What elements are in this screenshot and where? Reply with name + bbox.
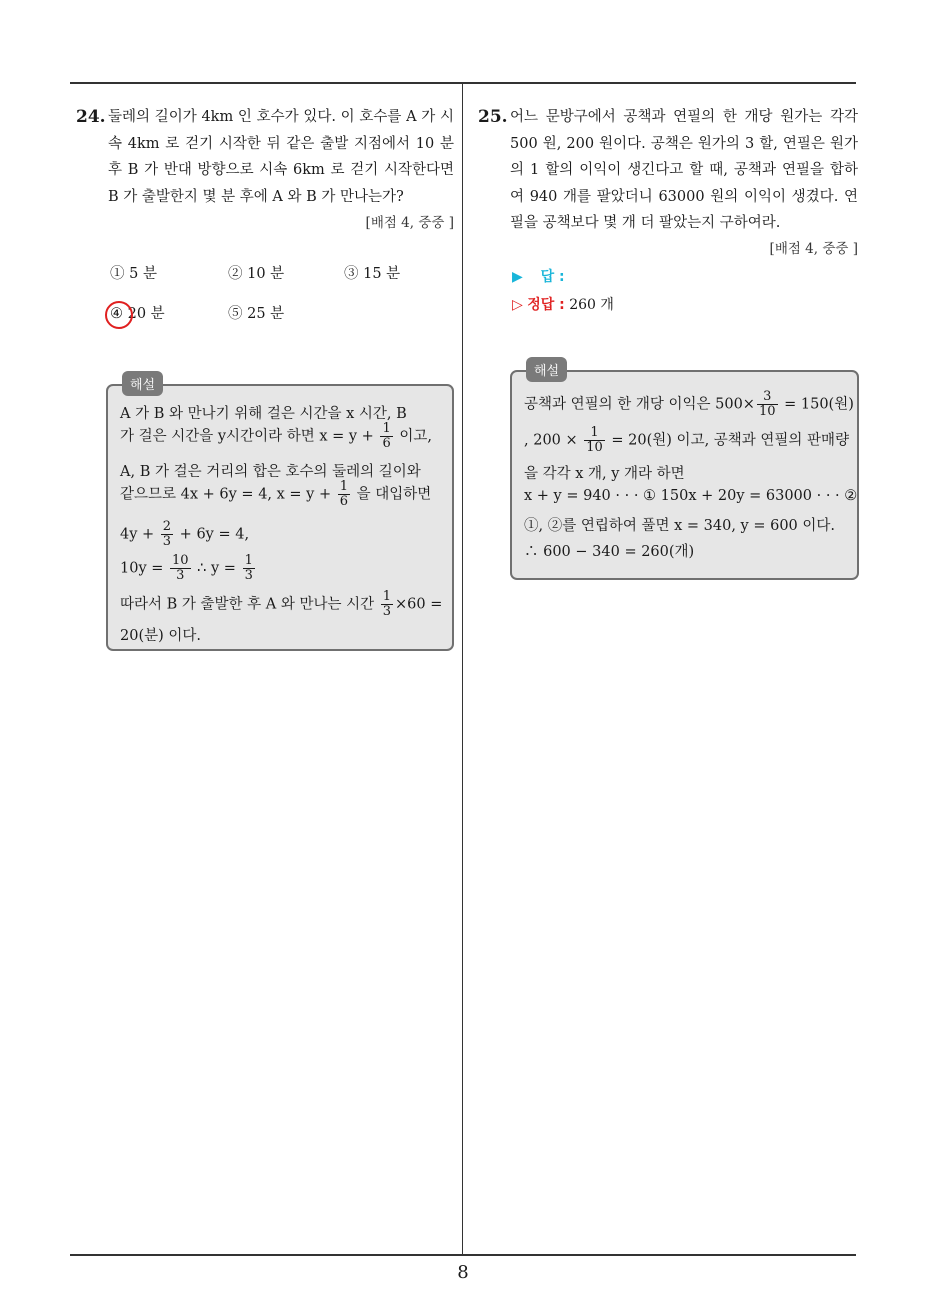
column-divider <box>462 82 463 1256</box>
solution-line: 같으므로 4x + 6y = 4, x = y + $\frac{1}{6}$ 을 대입하면 <box>120 479 432 509</box>
solution-line: 을 각각 x 개, y 개라 하면 <box>524 466 685 482</box>
selected-circle-mark <box>105 301 133 329</box>
choices-24 <box>110 262 450 322</box>
fraction: $\frac{3}{10}$ <box>758 389 776 419</box>
correct-answer-row <box>512 294 614 314</box>
solution-box-25 <box>510 364 859 580</box>
solution-line: A 가 B 와 만나기 위해 걸은 시간을 x 시간, B <box>120 406 407 422</box>
question-number: 24. <box>76 107 106 127</box>
fraction: $\frac{1}{10}$ <box>586 425 603 455</box>
question-text: 어느 문방구에서 공책과 연필의 한 개당 원가는 각각 500 원, 200 원이다. 공책은 원가의 3 할, 연필은 원가의 1 할의 이익이 생긴다고 할 때, 공책과 연필을 합하여 940 개를 팔았더니 63000 원의 이익이 생겼다. 연필을 공책보다 몇 개 더 팔았는지 구하여라. <box>510 109 858 231</box>
score-label: [배점 4, 중중 ] <box>365 215 454 231</box>
solution-line: 공책과 연필의 한 개당 이익은 500× $\frac{3}{10}$ = 150(원) <box>524 389 854 419</box>
choice-5[interactable]: ⑤ 25 분 <box>228 306 285 322</box>
solution-line: 20(분) 이다. <box>120 628 202 644</box>
solution-tag: 해설 <box>526 357 567 382</box>
correct-answer-label: 정답 : <box>527 297 565 313</box>
solution-line: , 200 × $\frac{1}{10}$ = 20(원) 이고, 공책과 연필의 판매량 <box>524 425 850 455</box>
page-number: 8 <box>457 1262 469 1283</box>
fraction: $\frac{1}{3}$ <box>382 589 391 619</box>
answer-row <box>512 266 565 286</box>
fraction: $\frac{1}{3}$ <box>244 553 253 583</box>
bottom-rule <box>70 1254 856 1256</box>
solution-line: ∴ 600 − 340 = 260(개) <box>524 544 695 560</box>
correct-answer-value: 260 개 <box>569 297 614 313</box>
solution-line: 가 걸은 시간을 y시간이라 하면 x = y + $\frac{1}{6}$ 이고, <box>120 421 432 451</box>
question-24 <box>76 104 454 231</box>
score-label: [배점 4, 중중 ] <box>769 241 858 257</box>
solution-line: 따라서 B 가 출발한 후 A 와 만나는 시간 $\frac{1}{3}$ ×60 = <box>120 589 443 619</box>
solution-line: ①, ②를 연립하여 풀면 x = 340, y = 600 이다. <box>524 518 836 534</box>
question-text: 둘레의 길이가 4km 인 호수가 있다. 이 호수를 A 가 시속 4km 로 걷기 시작한 뒤 같은 출발 지점에서 10 분 후 B 가 반대 방향으로 시속 6km 로 걷기 시작한다면 B 가 출발한지 몇 분 후에 A 와 B 가 만나는가? <box>108 109 454 205</box>
play-arrow-icon: ▶ <box>512 269 523 285</box>
answer-label: 답 : <box>540 269 565 285</box>
choice-4-number: ④ <box>110 306 123 322</box>
outline-arrow-icon: ▷ <box>512 297 523 313</box>
fraction: $\frac{10}{3}$ <box>172 553 189 583</box>
choice-1[interactable]: ① 5 분 <box>110 266 157 282</box>
solution-line: 10y = $\frac{10}{3}$ ∴ y = $\frac{1}{3}$ <box>120 553 253 583</box>
choice-4-label: 20 분 <box>123 306 165 322</box>
top-rule <box>70 82 856 84</box>
fraction: $\frac{1}{6}$ <box>339 479 349 509</box>
choice-3[interactable]: ③ 15 분 <box>344 266 401 282</box>
solution-line: 4y + $\frac{2}{3}$ + 6y = 4, <box>120 519 250 549</box>
fraction: $\frac{2}{3}$ <box>162 519 172 549</box>
fraction: $\frac{1}{6}$ <box>382 421 391 451</box>
solution-line: A, B 가 걸은 거리의 합은 호수의 둘레의 길이와 <box>120 464 421 480</box>
choice-4[interactable] <box>110 302 165 323</box>
solution-tag: 해설 <box>122 371 163 396</box>
question-25 <box>478 104 858 257</box>
choice-2[interactable]: ② 10 분 <box>228 266 285 282</box>
solution-box-24 <box>106 378 454 651</box>
question-number: 25. <box>478 107 508 127</box>
solution-line: x + y = 940 · · · ① 150x + 20y = 63000 · · · ② <box>524 488 858 504</box>
